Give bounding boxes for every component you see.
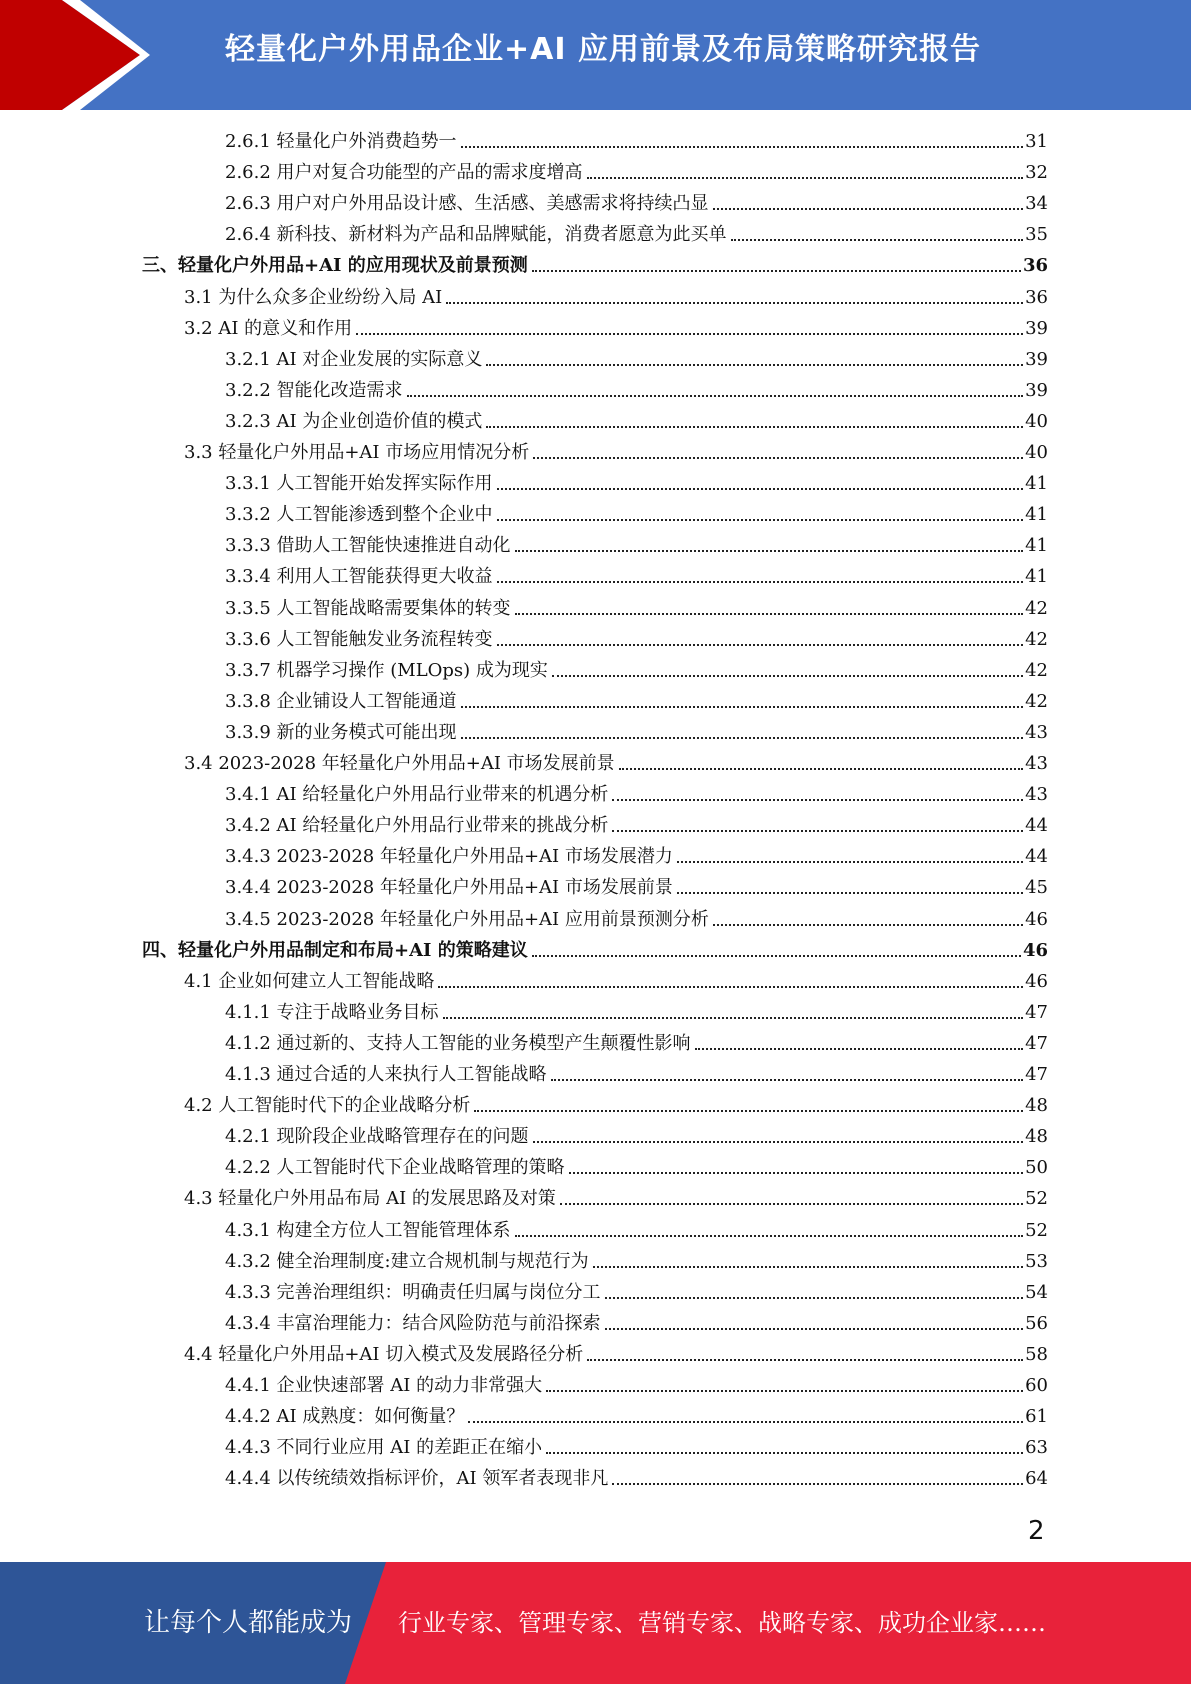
toc-entry-page: 48 [1025,1095,1048,1116]
toc-entry-page: 40 [1025,442,1048,463]
toc-entry-page: 42 [1025,629,1048,650]
toc-dot-leader [497,581,1024,583]
toc-dot-leader [605,1328,1024,1330]
toc-entry[interactable] [225,158,1048,188]
toc-entry[interactable] [225,687,1048,717]
toc-entry[interactable] [225,407,1048,437]
toc-entry-label: 2.6.1 轻量化户外消费趋势一 [225,131,457,152]
toc-entry-label: 3.2 AI 的意义和作用 [184,318,353,339]
toc-dot-leader [551,1079,1024,1081]
toc-dot-leader [407,395,1024,397]
toc-entry-page: 39 [1025,380,1048,401]
toc-entry[interactable] [225,780,1048,810]
toc-dot-leader [677,892,1023,894]
toc-dot-leader [677,861,1023,863]
header-arrow-decoration [0,0,150,110]
toc-entry-page: 42 [1025,691,1048,712]
toc-entry-page: 40 [1025,411,1048,432]
toc-entry-page: 58 [1025,1344,1048,1365]
toc-dot-leader [474,1110,1023,1112]
toc-entry-label: 3.4 2023-2028 年轻量化户外用品+AI 市场发展前景 [184,753,615,774]
toc-entry[interactable] [225,1402,1048,1432]
toc-entry[interactable] [225,1122,1048,1152]
toc-dot-leader [713,924,1023,926]
toc-dot-leader [461,706,1024,708]
toc-dot-leader [593,1266,1024,1268]
toc-entry-page: 47 [1025,1064,1048,1085]
toc-entry[interactable] [225,1029,1048,1059]
toc-entry-label: 4.3 轻量化户外用品布局 AI 的发展思路及对策 [184,1188,556,1209]
toc-entry-label: 4.1 企业如何建立人工智能战略 [184,971,435,992]
toc-entry[interactable] [225,1464,1048,1494]
toc-dot-leader [461,737,1024,739]
toc-entry-label: 3.2.3 AI 为企业创造价值的模式 [225,411,483,432]
toc-entry-label: 四、轻量化户外用品制定和布局+AI 的策略建议 [142,940,528,961]
toc-entry-label: 4.1.1 专注于战略业务目标 [225,1002,439,1023]
toc-entry[interactable] [184,438,1048,468]
toc-entry-label: 2.6.3 用户对户外用品设计感、生活感、美感需求将持续凸显 [225,193,709,214]
toc-entry[interactable] [225,842,1048,872]
toc-entry-page: 56 [1025,1313,1048,1334]
toc-chapter[interactable] [142,251,1048,281]
toc-entry-label: 3.2.2 智能化改造需求 [225,380,403,401]
toc-dot-leader [546,1452,1023,1454]
toc-entry-page: 35 [1025,224,1048,245]
toc-entry-page: 53 [1025,1251,1048,1272]
toc-dot-leader [446,302,1023,304]
toc-dot-leader [619,768,1023,770]
toc-dot-leader [532,955,1021,957]
toc-dot-leader [612,1483,1023,1485]
toc-entry-label: 4.2.2 人工智能时代下企业战略管理的策略 [225,1157,565,1178]
toc-entry-label: 4.4.4 以传统绩效指标评价，AI 领军者表现非凡 [225,1468,609,1489]
toc-dot-leader [497,644,1024,646]
toc-entry[interactable] [184,967,1048,997]
toc-entry-page: 43 [1025,753,1048,774]
toc-entry-label: 3.3.2 人工智能渗透到整个企业中 [225,504,493,525]
toc-entry[interactable] [184,749,1048,779]
toc-dot-leader [546,1390,1023,1392]
toc-entry[interactable] [225,376,1048,406]
toc-entry-page: 32 [1025,162,1048,183]
toc-dot-leader [356,333,1023,335]
toc-entry-label: 4.3.4 丰富治理能力：结合风险防范与前沿探索 [225,1313,601,1334]
toc-entry-page: 47 [1025,1002,1048,1023]
toc-entry-label: 3.1 为什么众多企业纷纷入局 AI [184,287,443,308]
page-number: 2 [1028,1516,1045,1546]
toc-entry[interactable] [225,1433,1048,1463]
toc-entry[interactable] [225,998,1048,1028]
toc-entry-label: 3.3.9 新的业务模式可能出现 [225,722,457,743]
toc-entry-label: 3.3.1 人工智能开始发挥实际作用 [225,473,493,494]
toc-entry-page: 42 [1025,598,1048,619]
toc-dot-leader [533,1141,1024,1143]
toc-entry[interactable] [225,1153,1048,1183]
toc-entry-label: 3.4.3 2023-2028 年轻量化户外用品+AI 市场发展潜力 [225,846,673,867]
toc-entry-label: 4.2 人工智能时代下的企业战略分析 [184,1095,471,1116]
toc-entry[interactable] [225,1309,1048,1339]
toc-dot-leader [533,457,1023,459]
toc-entry-label: 3.4.2 AI 给轻量化户外用品行业带来的挑战分析 [225,815,609,836]
toc-entry[interactable] [225,500,1048,530]
toc-entry-label: 3.3.4 利用人工智能获得更大收益 [225,566,493,587]
toc-entry-label: 3.3.8 企业铺设人工智能通道 [225,691,457,712]
toc-entry-page: 36 [1025,287,1048,308]
toc-entry[interactable] [184,283,1048,313]
toc-entry[interactable] [225,1278,1048,1308]
toc-dot-leader [560,1203,1023,1205]
toc-entry[interactable] [225,811,1048,841]
toc-entry-label: 3.3.5 人工智能战略需要集体的转变 [225,598,511,619]
toc-entry-page: 54 [1025,1282,1048,1303]
toc-entry-label: 三、轻量化户外用品+AI 的应用现状及前景预测 [142,255,528,276]
toc-entry-page: 42 [1025,660,1048,681]
toc-entry-page: 36 [1022,255,1048,276]
toc-dot-leader [731,239,1024,241]
toc-entry-page: 47 [1025,1033,1048,1054]
report-title: 轻量化户外用品企业+AI 应用前景及布局策略研究报告 [225,32,981,67]
toc-entry[interactable] [225,1371,1048,1401]
toc-entry-page: 61 [1025,1406,1048,1427]
toc-dot-leader [497,519,1024,521]
toc-entry[interactable] [225,345,1048,375]
toc-entry[interactable] [225,594,1048,624]
toc-entry-page: 39 [1025,318,1048,339]
toc-dot-leader [587,1359,1023,1361]
toc-entry-label: 2.6.2 用户对复合功能型的产品的需求度增高 [225,162,583,183]
toc-dot-leader [515,1235,1024,1237]
toc-entry[interactable] [225,469,1048,499]
toc-entry-label: 4.2.1 现阶段企业战略管理存在的问题 [225,1126,529,1147]
toc-entry-label: 3.4.4 2023-2028 年轻量化户外用品+AI 市场发展前景 [225,877,673,898]
toc-dot-leader [713,208,1024,210]
toc-entry-label: 4.3.2 健全治理制度:建立合规机制与规范行为 [225,1251,589,1272]
toc-entry-page: 52 [1025,1188,1048,1209]
toc-entry-label: 4.1.3 通过合适的人来执行人工智能战略 [225,1064,547,1085]
toc-dot-leader [612,830,1023,832]
toc-dot-leader [443,1017,1024,1019]
toc-entry[interactable] [225,531,1048,561]
toc-dot-leader [569,1172,1024,1174]
toc-dot-leader [468,1421,1023,1423]
toc-entry-label: 3.3.7 机器学习操作 (MLOps) 成为现实 [225,660,548,681]
toc-dot-leader [438,986,1023,988]
toc-entry[interactable] [225,625,1048,655]
toc-entry[interactable] [184,1184,1048,1214]
toc-dot-leader [461,146,1024,148]
footer-slogan-right: 行业专家、管理专家、营销专家、战略专家、成功企业家…… [398,1609,1046,1637]
toc-entry-page: 46 [1022,940,1048,961]
toc-entry-page: 50 [1025,1157,1048,1178]
toc-entry-page: 60 [1025,1375,1048,1396]
toc-entry-page: 46 [1025,971,1048,992]
toc-entry-label: 4.3.3 完善治理组织：明确责任归属与岗位分工 [225,1282,601,1303]
toc-entry[interactable] [225,220,1048,250]
toc-dot-leader [497,488,1024,490]
toc-chapter[interactable] [142,936,1048,966]
toc-dot-leader [515,613,1024,615]
toc-entry-label: 3.4.1 AI 给轻量化户外用品行业带来的机遇分析 [225,784,609,805]
toc-dot-leader [695,1048,1024,1050]
toc-entry-label: 3.2.1 AI 对企业发展的实际意义 [225,349,483,370]
toc-entry-page: 46 [1025,909,1048,930]
toc-dot-leader [587,177,1024,179]
toc-entry[interactable] [225,127,1048,157]
toc-entry[interactable] [225,1247,1048,1277]
toc-dot-leader [515,550,1024,552]
toc-entry-page: 41 [1025,504,1048,525]
toc-entry[interactable] [225,562,1048,592]
toc-entry[interactable] [225,1216,1048,1246]
toc-entry-label: 4.4.3 不同行业应用 AI 的差距正在缩小 [225,1437,543,1458]
toc-entry-page: 44 [1025,815,1048,836]
toc-dot-leader [612,799,1023,801]
toc-dot-leader [486,364,1023,366]
toc-dot-leader [532,270,1021,272]
toc-entry[interactable] [184,314,1048,344]
toc-entry-page: 43 [1025,722,1048,743]
toc-entry-page: 31 [1025,131,1048,152]
toc-entry[interactable] [225,1060,1048,1090]
toc-entry[interactable] [225,656,1048,686]
toc-entry-label: 2.6.4 新科技、新材料为产品和品牌赋能，消费者愿意为此买单 [225,224,727,245]
toc-entry-page: 41 [1025,535,1048,556]
toc-entry[interactable] [225,189,1048,219]
toc-entry-label: 4.4.1 企业快速部署 AI 的动力非常强大 [225,1375,543,1396]
toc-entry-label: 3.4.5 2023-2028 年轻量化户外用品+AI 应用前景预测分析 [225,909,709,930]
toc-dot-leader [552,675,1023,677]
toc-entry-page: 39 [1025,349,1048,370]
toc-entry-label: 4.1.2 通过新的、支持人工智能的业务模型产生颠覆性影响 [225,1033,691,1054]
toc-entry[interactable] [184,1340,1048,1370]
toc-entry[interactable] [225,873,1048,903]
page-header [0,0,1191,110]
toc-entry-label: 3.3 轻量化户外用品+AI 市场应用情况分析 [184,442,530,463]
page-footer [0,1562,1191,1684]
toc-entry[interactable] [225,905,1048,935]
toc-entry-page: 44 [1025,846,1048,867]
toc-dot-leader [486,426,1023,428]
toc-entry-label: 4.3.1 构建全方位人工智能管理体系 [225,1220,511,1241]
toc-entry-page: 41 [1025,473,1048,494]
toc-entry-page: 63 [1025,1437,1048,1458]
toc-entry-page: 45 [1025,877,1048,898]
toc-entry-label: 3.3.6 人工智能触发业务流程转变 [225,629,493,650]
toc-dot-leader [605,1297,1024,1299]
toc-entry-label: 4.4.2 AI 成熟度：如何衡量？ [225,1406,465,1427]
toc-entry-page: 64 [1025,1468,1048,1489]
toc-entry-page: 43 [1025,784,1048,805]
toc-entry-label: 4.4 轻量化户外用品+AI 切入模式及发展路径分析 [184,1344,584,1365]
toc-entry-page: 34 [1025,193,1048,214]
toc-entry-page: 41 [1025,566,1048,587]
toc-entry[interactable] [184,1091,1048,1121]
toc-entry-page: 52 [1025,1220,1048,1241]
toc-entry-label: 3.3.3 借助人工智能快速推进自动化 [225,535,511,556]
toc-entry-page: 48 [1025,1126,1048,1147]
footer-slogan-left: 让每个人都能成为 [144,1608,353,1638]
toc-entry[interactable] [225,718,1048,748]
